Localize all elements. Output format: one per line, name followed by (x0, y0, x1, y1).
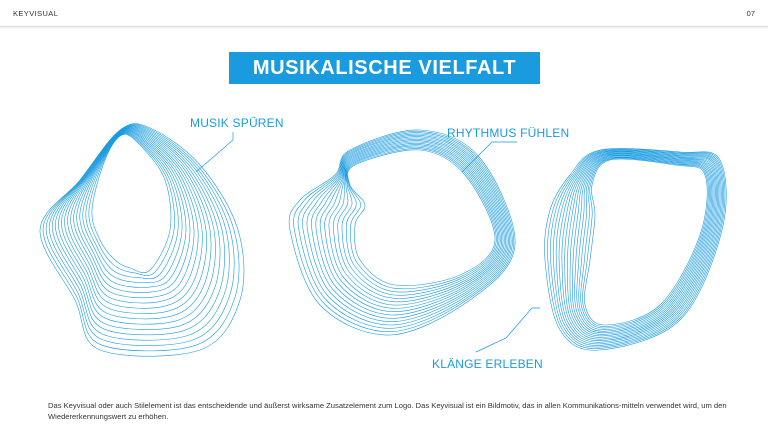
page-number: 07 (746, 9, 755, 18)
wave-line (584, 159, 707, 325)
callout-line-musik (196, 132, 233, 172)
wave-line (52, 127, 224, 335)
wave-line (565, 153, 718, 339)
wave-form-left-icon (40, 124, 244, 357)
wave-line (55, 127, 220, 329)
page-title: MUSIKALISCHE VIELFALT (252, 56, 517, 79)
wave-form-right-icon (544, 148, 726, 350)
section-label: KEYVISUAL (13, 9, 59, 18)
wave-line (40, 124, 244, 357)
callout-musik-spueren: MUSIK SPÜREN (190, 116, 284, 130)
callout-line-klaenge (476, 308, 540, 352)
wave-line (307, 135, 510, 322)
wave-line (559, 152, 720, 343)
description-text: Das Keyvisual oder auch Stilelement ist das entscheidende und äußerst wirksame Zusatzelement zum Logo. Das Keyvisual ist ein Bildmotiv, das in allen Kommunikations-mitteln verwendet wird, um den Wiedererkennungswert zu erhöhen. (48, 400, 727, 421)
wave-line (544, 148, 726, 350)
wave-line (289, 130, 515, 335)
callout-klaenge-erleben: KLÄNGE ERLEBEN (432, 357, 543, 371)
wave-line (333, 143, 501, 302)
wave-form-center-icon (289, 130, 515, 335)
wave-line (64, 129, 206, 313)
wave-line (572, 155, 714, 334)
callout-rhythmus-fuehlen: RHYTHMUS FÜHLEN (447, 126, 570, 140)
wave-line (583, 158, 709, 326)
wave-line (575, 156, 713, 333)
callout-lines (196, 132, 540, 352)
wave-line (43, 124, 239, 351)
wave-line (298, 133, 512, 329)
